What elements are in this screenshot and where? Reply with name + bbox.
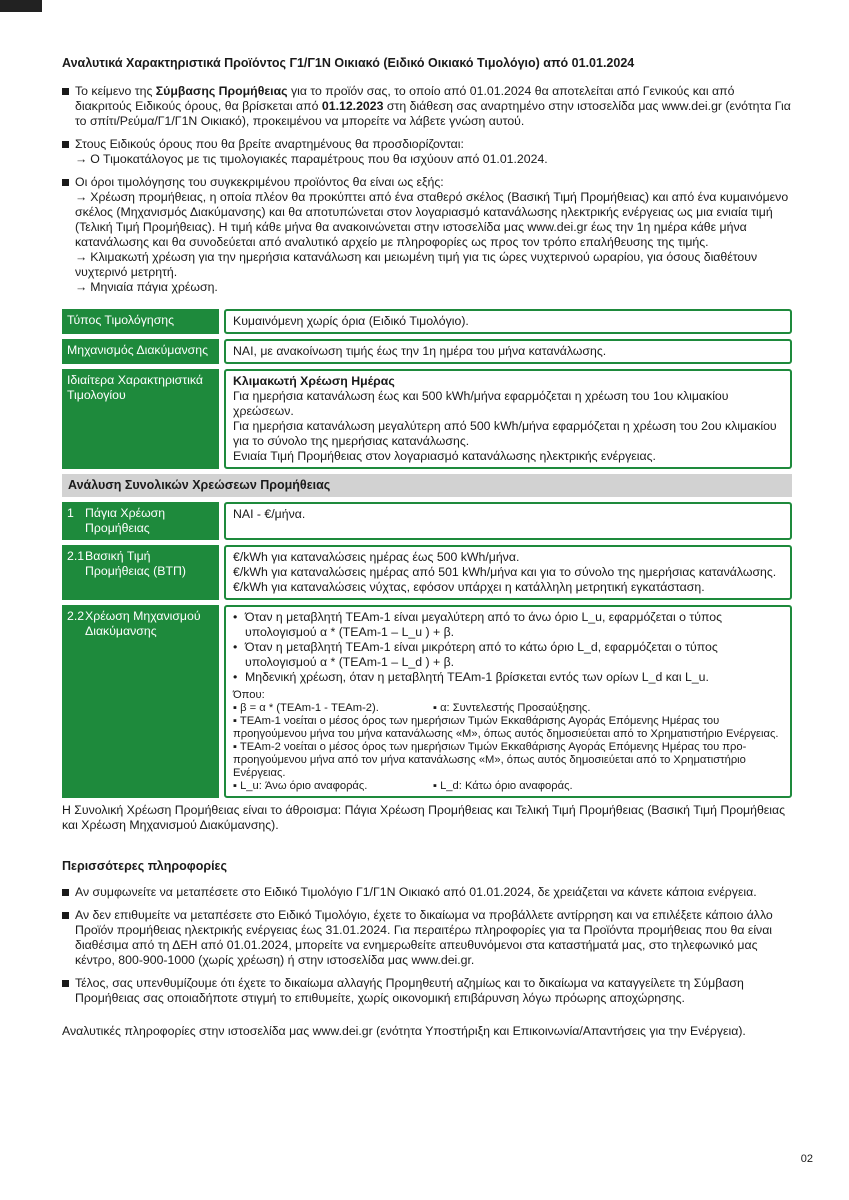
more-bullet: Τέλος, σας υπενθυμίζουμε ότι έχετε το δικαίωμα αλλαγής Προμηθευτή αζημίως και το δικαίωμα να καταγγείλετε τη Σύμβαση Προμήθειας σας οποιαδήποτε στιγμή το επιθυμείτε, χωρίς οικονομική επιβάρυνση λόγω πρόωρης αποχώρησης. [62,976,792,1006]
row-label: Ιδιαίτερα Χαρακτηριστικά Τιμολογίου [62,369,219,469]
table-row [62,309,792,334]
row-value: €/kWh για καταναλώσεις ημέρας έως 500 kWh/μήνα. €/kWh για καταναλώσεις ημέρας από 501 kWh/μήνα και για το σύνολο της ημερήσιας κατανάλωσης. €/kWh για καταναλώσεις νύχτας, εφόσον υπάρχει η κατάλληλη μετρητική εγκατάσταση. [224,545,792,600]
sub-item: → Ο Τιμοκατάλογος με τις τιμολογιακές παραμέτρους που θα ισχύουν από 01.01.2024. [75,152,548,166]
table-row [62,605,792,798]
table-row [62,545,792,600]
sub-item: → Κλιμακωτή χρέωση για την ημερήσια κατανάλωση και μειωμένη τιμή για τις ώρες νυχτερινού ωραρίου, για όσους διαθέτουν νυχτερινό μετρητή. [75,250,758,279]
row-label: Τύπος Τιμολόγησης [62,309,219,334]
row-value [224,605,792,798]
intro-bullet-special-terms: Στους Ειδικούς όρους που θα βρείτε αναρτημένους θα προσδιορίζονται: → Ο Τιμοκατάλογος με τις τιμολογιακές παραμέτρους που θα ισχύουν από 01.01.2024. [62,137,792,167]
page-number: 02 [800,1153,813,1165]
document-page [62,56,792,1039]
intro-bullet-contract: Το κείμενο της Σύμβασης Προμήθειας για το προϊόν σας, το οποίο από 01.01.2024 θα αποτελείται από Γενικούς και από διακριτούς Ειδικούς όρους, θα βρίσκεται από 01.12.2023 στη διάθεση σας αναρτημένο στην ιστοσελίδα μας www.dei.gr (ενότητα Για το σπίτι/Ρεύμα/Γ1/Γ1Ν Οικιακό), προκειμένου να μπορείτε να λάβετε γνώση αυτού. [62,84,792,129]
top-corner-bar [0,0,42,12]
more-bullet: Αν δεν επιθυμείτε να μεταπέσετε στο Ειδικό Τιμολόγιο, έχετε το δικαίωμα να προβάλλετε αντίρρηση και να επιλέξετε κάποιο άλλο Προϊόν προμήθειας ηλεκτρικής ενέργειας έως 31.01.2024. Για περαιτέρω πληροφορίες για τα Προϊόντα προμήθειας που θα είναι διαθέσιμα από τη ΔΕΗ από 01.01.2024, μπορείτε να ενημερωθείτε απευθυνόμενοι στα καταστήματά μας, στο τηλεφωνικό μας κέντρο, 800-900-1000 (χωρίς χρέωση) ή στην ιστοσελίδα μας www.dei.gr. [62,908,792,968]
arrow-icon: → [75,280,88,294]
row-label: Μηχανισμός Διακύμανσης [62,339,219,364]
table-row [62,339,792,364]
formula-list [233,610,783,685]
row-value: ΝΑΙ, με ανακοίνωση τιμής έως την 1η ημέρα του μήνα κατανάλωσης. [224,339,792,364]
row-value: Κυμαινόμενη χωρίς όρια (Ειδικό Τιμολόγιο). [224,309,792,334]
footer-note: Αναλυτικές πληροφορίες στην ιστοσελίδα μας www.dei.gr (ενότητα Υποστήριξη και Επικοινωνία/Απαντήσεις για την Ενέργεια). [62,1024,746,1038]
row-label: 1 Πάγια Χρέωση Προμήθειας [62,502,219,540]
pricing-table [62,309,792,798]
row-label: 2.2Χρέωση Μηχανισμού Διακύμανσης [62,605,219,798]
arrow-icon: → [75,190,88,204]
more-info-heading: Περισσότερες πληροφορίες [62,859,227,873]
row-value: Κλιμακωτή Χρέωση Ημέρας Για ημερήσια κατανάλωση έως και 500 kWh/μήνα εφαρμόζεται η χρέωση του 1ου κλιμακίου χρεώσεων. Για ημερήσια κατανάλωση μεγαλύτερη από 500 kWh/μήνα εφαρμόζεται η χρέωση του 2ου κλιμακίου για το σύνολο της ημερήσιας κατανάλωσης. Ενιαία Τιμή Προμήθειας στον λογαριασμό κατανάλωσης ηλεκτρικής ενέργειας. [224,369,792,469]
list-item: • Μηδενική χρέωση, όταν η μεταβλητή ΤΕΑm-1 βρίσκεται εντός των ορίων L_d και L_u. [233,670,783,685]
table-row [62,369,792,469]
page-title: Αναλυτικά Χαρακτηριστικά Προϊόντος Γ1/Γ1Ν Οικιακό (Ειδικό Οικιακό Τιμολόγιο) από 01.01.2024 [62,56,635,70]
arrow-icon: → [75,250,88,264]
intro-bullet-pricing-terms: Οι όροι τιμολόγησης του συγκεκριμένου προϊόντος θα είναι ως εξής: → Χρέωση προμήθειας, η οποία πλέον θα προκύπτει από ένα σταθερό σκέλος (Βασική Τιμή Προμήθειας) και από ένα κυμαινόμενο σκέλος (Μηχανισμός Διακύμανσης) και θα αποτυπώνεται στον λογαριασμό κατανάλωσης ηλεκτρικής ενέργειας ως μια ενιαία τιμή (Τελική Τιμή Προμήθειας). Η τιμή κάθε μήνα θα ανακοινώνεται στην ιστοσελίδα μας www.dei.gr έως την 1η ημέρα κάθε μήνα κατανάλωσης και θα συνοδεύεται από αναλυτικό αρχείο με πληροφορίες ως προς τον τρόπο επαλήθευσης της τιμής. → Κλιμακωτή χρέωση για την ημερήσια κατανάλωση και μειωμένη τιμή για τις ώρες νυχτερινού ωραρίου, για όσους διαθέτουν νυχτερινό μετρητή. → Μηνιαία πάγια χρέωση. [62,175,792,295]
list-item: • Όταν η μεταβλητή ΤΕΑm-1 είναι μικρότερη από το κάτω όριο L_d, εφαρμόζεται ο τύπος υπολογισμού α * (ΤΕΑm-1 – L_d ) + β. [233,640,783,670]
sub-item: → Μηνιαία πάγια χρέωση. [75,280,218,294]
more-bullet: Αν συμφωνείτε να μεταπέσετε στο Ειδικό Τιμολόγιο Γ1/Γ1Ν Οικιακό από 01.01.2024, δε χρειάζεται να κάνετε κάποια ενέργεια. [62,885,792,900]
section-heading: Ανάλυση Συνολικών Χρεώσεων Προμήθειας [62,474,792,497]
total-charge-note: Η Συνολική Χρέωση Προμήθειας είναι το άθροισμα: Πάγια Χρέωση Προμήθειας και Τελική Τιμή Προμήθειας (Βασική Τιμή Προμήθειας και Χρέωση Μηχανισμού Διακύμανσης). [62,803,786,832]
table-row [62,502,792,540]
row-value: ΝΑΙ - €/μήνα. [224,502,792,540]
list-item: • Όταν η μεταβλητή ΤΕΑm-1 είναι μεγαλύτερη από το άνω όριο L_u, εφαρμόζεται ο τύπος υπολογισμού α * (ΤΕΑm-1 – L_u ) + β. [233,610,783,640]
sub-item: → Χρέωση προμήθειας, η οποία πλέον θα προκύπτει από ένα σταθερό σκέλος (Βασική Τιμή Προμήθειας) και από ένα κυμαινόμενο σκέλος (Μηχανισμός Διακύμανσης) και θα αποτυπώνεται στον λογαριασμό κατανάλωσης ηλεκτρικής ενέργειας ως μια ενιαία τιμή (Τελική Τιμή Προμήθειας). Η τιμή κάθε μήνα θα ανακοινώνεται στην ιστοσελίδα μας www.dei.gr έως την 1η ημέρα κάθε μήνα κατανάλωσης και θα συνοδεύεται από αναλυτικό αρχείο με πληροφορίες ως προς τον τρόπο επαλήθευσης της τιμής. [75,190,789,249]
row-label: 2.1Βασική Τιμή Προμήθειας (ΒΤΠ) [62,545,219,600]
definitions: Όπου: ▪ β = α * (ΤΕΑm-1 - ΤΕΑm-2). ▪ α: Συντελεστής Προσαύξησης. ▪ ΤΕΑm-1 νοείται ο μέσος όρος των ημερήσιων Τιμών Εκκαθάρισης Αγοράς Επόμενης Ημέρας του προηγούμενου μήνα του μήνα κατανάλωσης «Μ», όπως αυτός δημοσιεύεται από το Χρηματιστήριο Ενέργειας. ▪ ΤΕΑm-2 νοείται ο μέσος όρος των ημερήσιων Τιμών Εκκαθάρισης Αγοράς Επόμενης Ημέρας του προ-προηγούμενου μήνα από τον μήνα κατανάλωσης «Μ», όπως αυτός δημοσιεύεται από το Χρηματιστήριο Ενέργειας. ▪ L_u: Άνω όριο αναφοράς. ▪ L_d: Κάτω όριο αναφοράς. [233,689,779,792]
arrow-icon: → [75,152,88,166]
